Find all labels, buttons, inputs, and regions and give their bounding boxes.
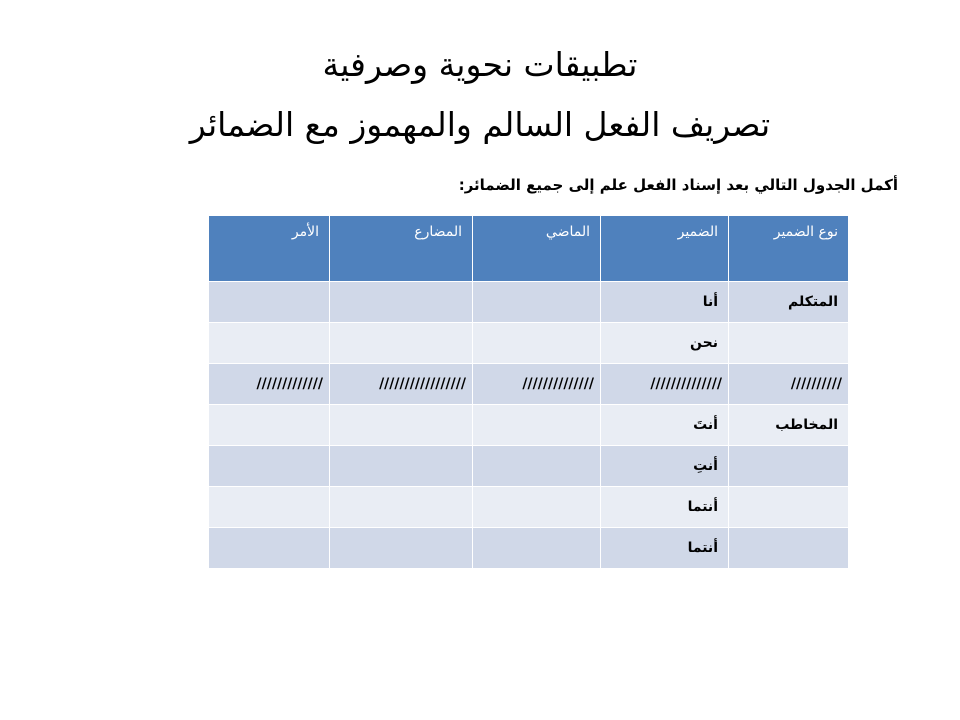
table-header-row [209, 216, 849, 282]
table-cell [209, 282, 330, 323]
table-cell [729, 323, 849, 364]
slide-title-line1: تطبيقات نحوية وصرفية [322, 45, 638, 84]
table-row [209, 282, 849, 323]
instruction-text: أكمل الجدول التالي بعد إسناد الفعل علم إلى جميع الضمائر: [458, 176, 898, 194]
table-row [209, 487, 849, 528]
table-cell: أنتما [601, 487, 729, 528]
table-row [209, 446, 849, 487]
table-cell [729, 446, 849, 487]
table-cell [473, 446, 601, 487]
header-pronoun: الضمير [601, 216, 729, 282]
header-present: المضارع [330, 216, 473, 282]
table-cell: ////////////// [473, 364, 601, 405]
table-cell [330, 405, 473, 446]
table-cell [473, 282, 601, 323]
table-cell: أنتَ [601, 405, 729, 446]
table-cell: ////////// [729, 364, 849, 405]
table-row [209, 528, 849, 569]
table-cell [473, 487, 601, 528]
table-cell: المخاطب [729, 405, 849, 446]
table-cell [209, 446, 330, 487]
table-cell [209, 323, 330, 364]
table-cell: ////////////// [601, 364, 729, 405]
header-pronoun-type: نوع الضمير [729, 216, 849, 282]
table-cell [473, 528, 601, 569]
table-cell: ///////////////// [330, 364, 473, 405]
table-cell [330, 446, 473, 487]
table-cell [729, 487, 849, 528]
header-past: الماضي [473, 216, 601, 282]
table-row-separator [209, 364, 849, 405]
table-cell [209, 528, 330, 569]
table-cell: نحن [601, 323, 729, 364]
table-cell [330, 282, 473, 323]
header-imperative: الأمر [209, 216, 330, 282]
slide-title-line2: تصريف الفعل السالم والمهموز مع الضمائر [189, 105, 771, 144]
table-row [209, 405, 849, 446]
table-cell [330, 487, 473, 528]
table-cell: أنتما [601, 528, 729, 569]
table-cell [209, 487, 330, 528]
table-cell [209, 405, 330, 446]
table-cell [330, 323, 473, 364]
table-cell [729, 528, 849, 569]
table-cell [473, 323, 601, 364]
table-cell: أنا [601, 282, 729, 323]
table-row [209, 323, 849, 364]
table-cell: ///////////// [209, 364, 330, 405]
table-cell: أنتِ [601, 446, 729, 487]
table-cell [473, 405, 601, 446]
table-cell: المتكلم [729, 282, 849, 323]
table-cell [330, 528, 473, 569]
conjugation-table [208, 215, 849, 569]
